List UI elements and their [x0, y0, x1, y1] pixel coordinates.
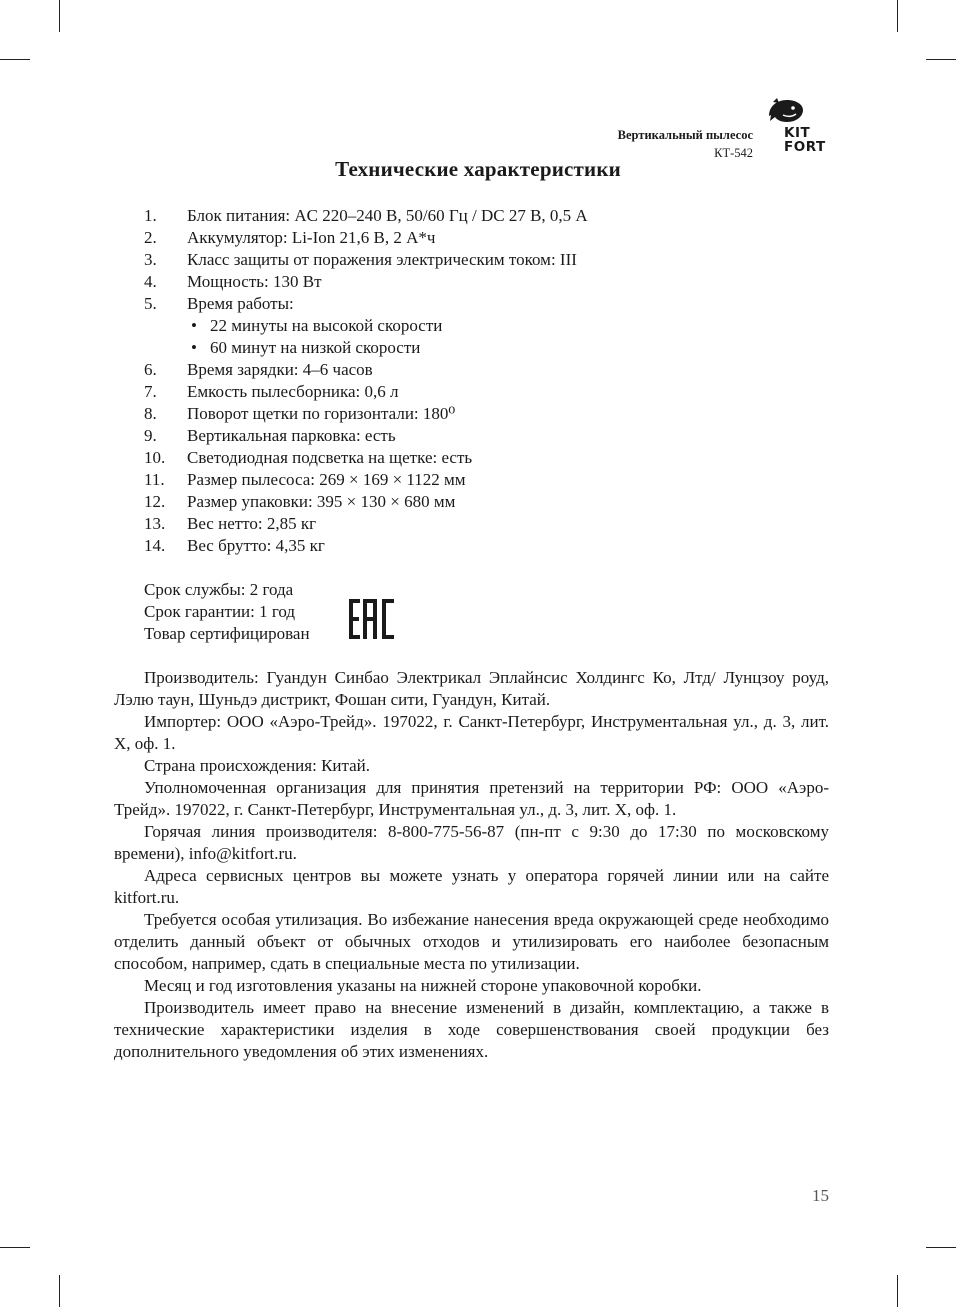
crop-mark: [897, 1275, 898, 1307]
whale-icon: [767, 96, 807, 126]
paragraph: Производитель имеет право на внесение изменений в дизайн, комплектацию, а также в технические характеристики изделия в ходе совершенствования своей продукции без дополнительного уведомления об этих изменениях.: [114, 998, 829, 1061]
crop-mark: [926, 1247, 956, 1248]
paragraph: Производитель: Гуандун Синбао Электрикал Эплайнсис Холдингс Ко, Лтд/ Лунцзоу роуд, Лэлю таун, Шуньдэ дистрикт, Фошан сити, Гуандун, Китай.: [114, 668, 829, 709]
warranty-period: Срок гарантии: 1 год: [144, 602, 296, 621]
product-name: Вертикальный пылесос: [617, 128, 753, 142]
certified-note: Товар сертифицирован: [144, 624, 310, 643]
service-life: Срок службы: 2 года: [144, 580, 294, 599]
crop-mark: [897, 0, 898, 32]
crop-mark: [926, 59, 956, 60]
paragraph: Требуется особая утилизация. Во избежание нанесения вреда окружающей среде необходимо отделить данный объект от обычных отходов и утилизировать его наиболее безопасным способом, например, сдать в специальные места по утилизации.: [114, 910, 829, 973]
brand-wordmark: KIT FORT: [784, 125, 826, 155]
paragraph: Месяц и год изготовления указаны на нижней стороне упаковочной коробки.: [144, 976, 702, 995]
paragraph: Страна происхождения: Китай.: [144, 756, 371, 775]
paragraph: Горячая линия производителя: 8-800-775-56-87 (пн-пт с 9:30 до 17:30 по московскому времени), info@kitfort.ru.: [114, 822, 829, 863]
crop-mark: [59, 0, 60, 32]
paragraph: Уполномоченная организация для принятия претензий на территории РФ: ООО «Аэро-Трейд». 197022, г. Санкт-Петербург, Инструментальная ул., д. 3, лит. Х, оф. 1.: [114, 778, 829, 819]
model-number: КТ-542: [714, 146, 753, 160]
crop-mark: [0, 59, 30, 60]
page-number: 15: [812, 1186, 829, 1205]
kitfort-logo: [767, 96, 833, 160]
manufacturer-info: [114, 667, 829, 1063]
paragraph: Адреса сервисных центров вы можете узнать у оператора горячей линии или на сайте kitfort.ru.: [114, 866, 829, 907]
service-info: [144, 579, 310, 645]
crop-mark: [59, 1275, 60, 1307]
crop-mark: [0, 1247, 30, 1248]
paragraph: Импортер: ООО «Аэро-Трейд». 197022, г. Санкт-Петербург, Инструментальная ул., д. 3, лит. Х, оф. 1.: [114, 712, 829, 753]
page-title: Технические характеристики: [335, 157, 621, 181]
eac-certification-icon: [349, 599, 395, 639]
